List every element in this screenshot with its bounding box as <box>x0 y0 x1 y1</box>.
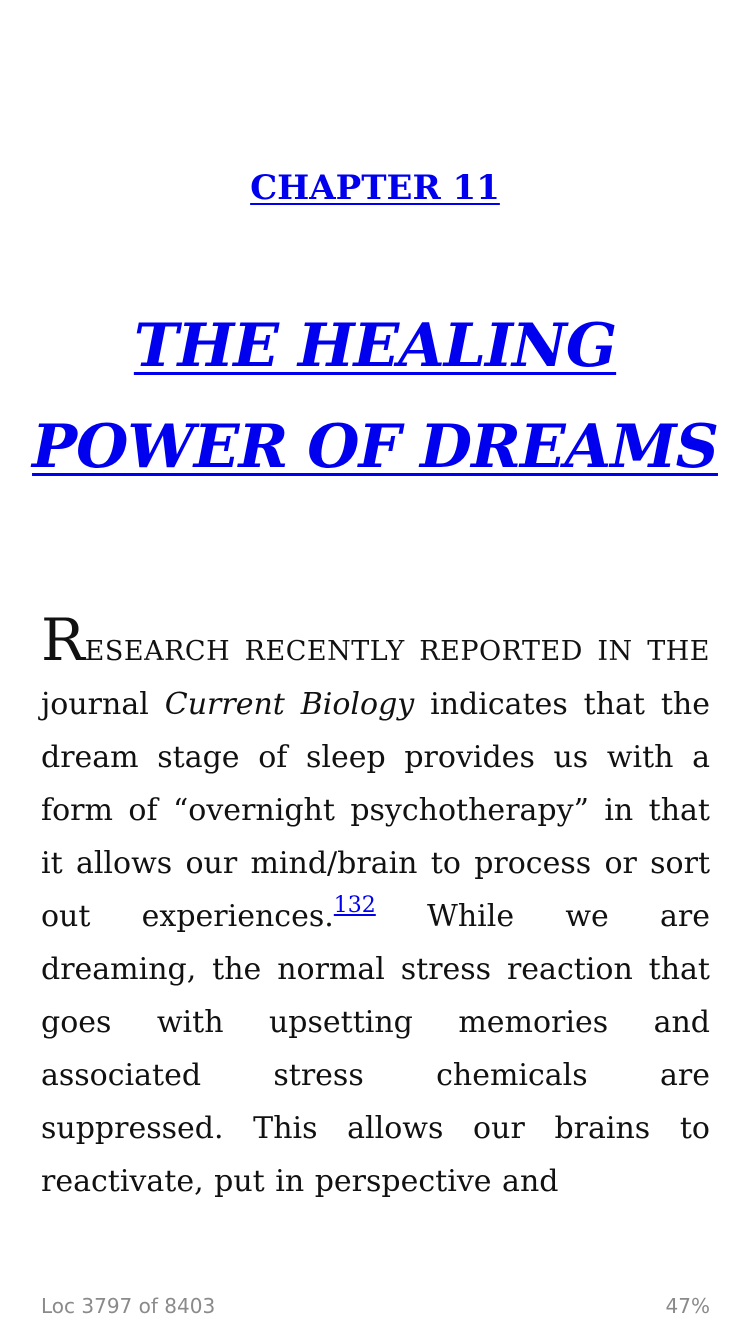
body-paragraph <box>41 606 710 1208</box>
drop-cap: R <box>41 606 85 674</box>
progress-percent: 47% <box>665 1294 710 1318</box>
body-text-1: journal <box>41 687 165 722</box>
reading-footer <box>41 1294 710 1322</box>
chapter-title-line-1: THE HEALING <box>133 311 617 381</box>
small-caps-lead: ESEARCH RECENTLY REPORTED IN THE <box>84 636 710 667</box>
chapter-label-link[interactable]: CHAPTER 11 <box>250 168 500 208</box>
body-text-3: While we are dreaming, the normal stress reaction that goes with upsetting memories and associated stress chemicals are suppressed. This allows our brains to reactivate, put in perspective and <box>41 899 710 1199</box>
footnote-link[interactable]: 132 <box>333 893 376 918</box>
location-indicator[interactable]: Loc 3797 of 8403 <box>41 1294 216 1318</box>
chapter-title-link[interactable] <box>20 296 730 498</box>
journal-name: Current Biology <box>164 687 415 722</box>
chapter-title-line-2: POWER OF DREAMS <box>32 412 718 482</box>
body-text-2: indicates that the dream stage of sleep provides us with a form of “overnight psychotherapy” in that it allows our mind/brain to process or sort out experiences. <box>41 687 710 934</box>
